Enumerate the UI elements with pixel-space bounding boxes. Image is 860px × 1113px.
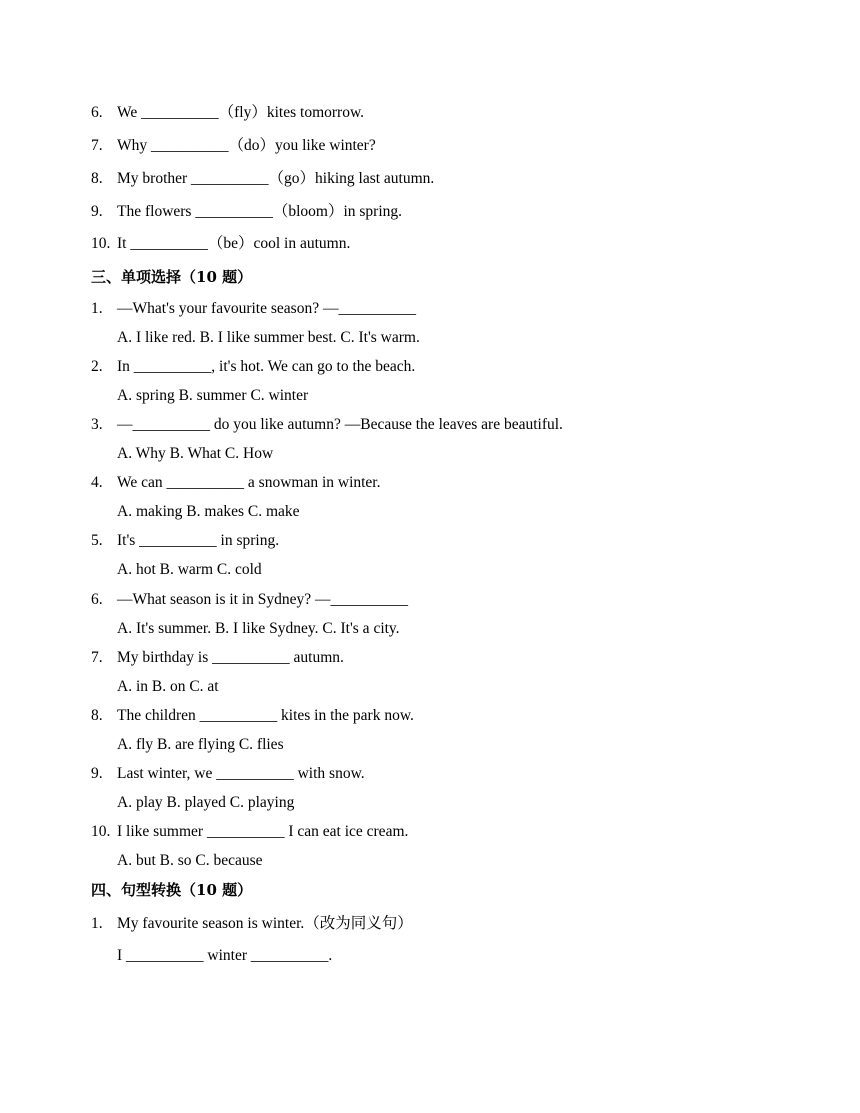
question-text: —What's your favourite season? —__________ [117, 300, 416, 317]
mc-question-9 [91, 764, 365, 784]
mc-question-2 [91, 357, 415, 377]
question-text: We can __________ a snowman in winter. [117, 474, 381, 491]
mc-options-1: A. I like red. B. I like summer best. C. It's warm. [117, 329, 420, 346]
question-text: It's __________ in spring. [117, 532, 280, 549]
question-text: Last winter, we __________ with snow. [117, 765, 365, 782]
fill-item-8 [91, 169, 434, 189]
item-text: We __________（fly）kites tomorrow. [117, 104, 365, 121]
mc-question-7 [91, 648, 344, 668]
item-number: 6. [91, 104, 103, 121]
fill-item-6 [91, 103, 364, 123]
item-text: Why __________（do）you like winter? [117, 137, 376, 154]
transform-answer-line-1: I __________ winter __________. [117, 947, 333, 964]
item-number: 3. [91, 416, 103, 433]
fill-item-9 [91, 202, 402, 222]
mc-options-8: A. fly B. are flying C. flies [117, 736, 284, 753]
transform-question-1 [91, 914, 413, 934]
item-number: 10. [91, 823, 111, 840]
item-number: 4. [91, 474, 103, 491]
item-number: 8. [91, 170, 103, 187]
question-text: My birthday is __________ autumn. [117, 649, 344, 666]
question-text: The children __________ kites in the park now. [117, 707, 414, 724]
fill-item-10 [91, 234, 350, 254]
mc-question-10 [91, 822, 408, 842]
item-number: 9. [91, 765, 103, 782]
mc-question-4 [91, 473, 381, 493]
item-number: 8. [91, 707, 103, 724]
fill-item-7 [91, 136, 376, 156]
item-number: 5. [91, 532, 103, 549]
mc-options-6: A. It's summer. B. I like Sydney. C. It's a city. [117, 620, 400, 637]
item-number: 9. [91, 203, 103, 220]
mc-question-5 [91, 531, 279, 551]
mc-options-10: A. but B. so C. because [117, 852, 263, 869]
item-text: My brother __________（go）hiking last autumn. [117, 170, 435, 187]
mc-options-2: A. spring B. summer C. winter [117, 387, 309, 404]
mc-question-8 [91, 706, 414, 726]
item-number: 2. [91, 358, 103, 375]
item-number: 7. [91, 137, 103, 154]
mc-question-3 [91, 415, 563, 435]
item-number: 7. [91, 649, 103, 666]
item-text: It __________（be）cool in autumn. [117, 235, 351, 252]
mc-options-4: A. making B. makes C. make [117, 503, 300, 520]
section-heading-multiple-choice: 三、单项选择（10 题） [91, 268, 253, 286]
question-text: —__________ do you like autumn? —Because the leaves are beautiful. [117, 416, 563, 433]
question-text: I like summer __________ I can eat ice cream. [117, 823, 409, 840]
mc-options-7: A. in B. on C. at [117, 678, 219, 695]
question-text: —What season is it in Sydney? —__________ [117, 591, 409, 608]
item-number: 1. [91, 915, 103, 932]
question-text: In __________, it's hot. We can go to the beach. [117, 358, 416, 375]
item-text: The flowers __________（bloom）in spring. [117, 203, 403, 220]
mc-question-6 [91, 590, 408, 610]
item-number: 1. [91, 300, 103, 317]
mc-options-9: A. play B. played C. playing [117, 794, 295, 811]
mc-options-3: A. Why B. What C. How [117, 445, 274, 462]
question-text: My favourite season is winter.（改为同义句） [117, 915, 413, 932]
item-number: 10. [91, 235, 111, 252]
mc-question-1 [91, 299, 416, 319]
item-number: 6. [91, 591, 103, 608]
section-heading-sentence-transform: 四、句型转换（10 题） [91, 881, 253, 899]
mc-options-5: A. hot B. warm C. cold [117, 561, 262, 578]
